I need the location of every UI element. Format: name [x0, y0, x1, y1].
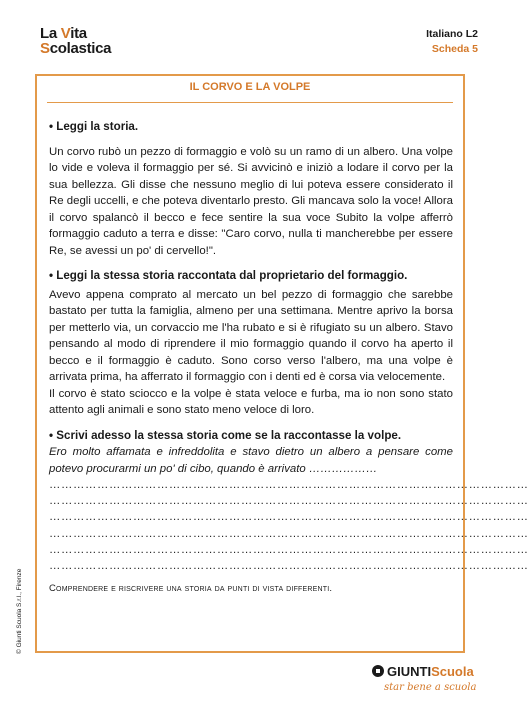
- section2-text1: Avevo appena comprato al mercato un bel pezzo di formaggio che sarebbe bastato per tutta la famiglia, almeno per una settimana. Mentre aprivo la borsa per metterlo via, un corvaccio me l'ha rubato e si è rifugiato su un albero. Stavo pensando al modo di riprendere il mio formaggio quando il corvo ha aperto il becco e il formaggio è caduto. Sono corso verso l'albero, ma una volpe è arrivata prima, ha afferrato il formaggio con i denti ed è corsa via velocemente.: [49, 288, 453, 383]
- giunti-logo-icon: [372, 665, 384, 677]
- footer-objective: Comprendere e riscrivere una storia da punti di vista differenti.: [49, 583, 333, 595]
- section2-heading: • Leggi la stessa storia raccontata dal proprietario del formaggio.: [49, 269, 408, 282]
- logo-s: S: [40, 40, 50, 57]
- answer-line[interactable]: …………………………………………………………………………………………………………: [49, 511, 529, 524]
- answer-line[interactable]: …………………………………………………………………………………………………………: [49, 479, 529, 491]
- section3-prompt: Ero molto affamata e infreddolita e stavo dietro un albero a pensare come potevo procurarmi un po' di cibo, quando è arrivato ………………: [49, 446, 453, 475]
- logo-ita: ita: [70, 25, 87, 42]
- brand-tagline: star bene a scuola: [384, 682, 477, 693]
- subject-label: Italiano L2: [426, 28, 478, 40]
- logo-v: V: [60, 25, 71, 42]
- section3-heading: • Scrivi adesso la stessa storia come se la raccontasse la volpe.: [49, 428, 402, 442]
- answer-line[interactable]: …………………………………………………………………………………………………………: [49, 560, 529, 573]
- brand-logo: [372, 664, 474, 679]
- title-divider: [47, 102, 453, 103]
- answer-line[interactable]: …………………………………………………………………………………………………………: [49, 543, 529, 556]
- section1-heading: • Leggi la storia.: [49, 120, 139, 133]
- brand-name-b: Scuola: [431, 664, 474, 679]
- section2-text2: Il corvo è stato sciocco e la volpe è stata veloce e furba, ma io non sono stato attento agli animali e sono stato meno veloce di loro.: [49, 387, 453, 416]
- copyright: © Giunti Scuola S.r.l., Firenze: [16, 568, 23, 654]
- logo-la: La: [40, 25, 61, 42]
- sheet-label: Scheda 5: [431, 43, 478, 55]
- logo-colastica: colastica: [49, 40, 112, 57]
- logo: [40, 26, 111, 56]
- header-info: [426, 27, 478, 57]
- section1-text: Un corvo rubò un pezzo di formaggio e volò su un ramo di un albero. Una volpe lo vide e voleva il formaggio per sé. Si avvicinò e iniziò a lodare il corvo per la sua bellezza. Gli disse che nessuno meglio di lui poteva essere considerato il Re degli uccelli, e che poteva diventarlo presto. Gli mancava solo la voce! Allora il corvo spalancò il becco e fece sentire la sua voce Subito la volpe afferrò formaggio caduto a terra e disse: "Caro corvo, nulla ti mancherebbe per essere Re, se avessi un po' di cervello!".: [49, 145, 453, 257]
- answer-line[interactable]: …………………………………………………………………………………………………………: [49, 495, 529, 508]
- page-title: IL CORVO E LA VOLPE: [189, 81, 311, 93]
- worksheet-content: [49, 119, 529, 598]
- brand-name-a: GIUNTI: [387, 664, 432, 679]
- answer-line[interactable]: …………………………………………………………………………………………………………: [49, 527, 529, 540]
